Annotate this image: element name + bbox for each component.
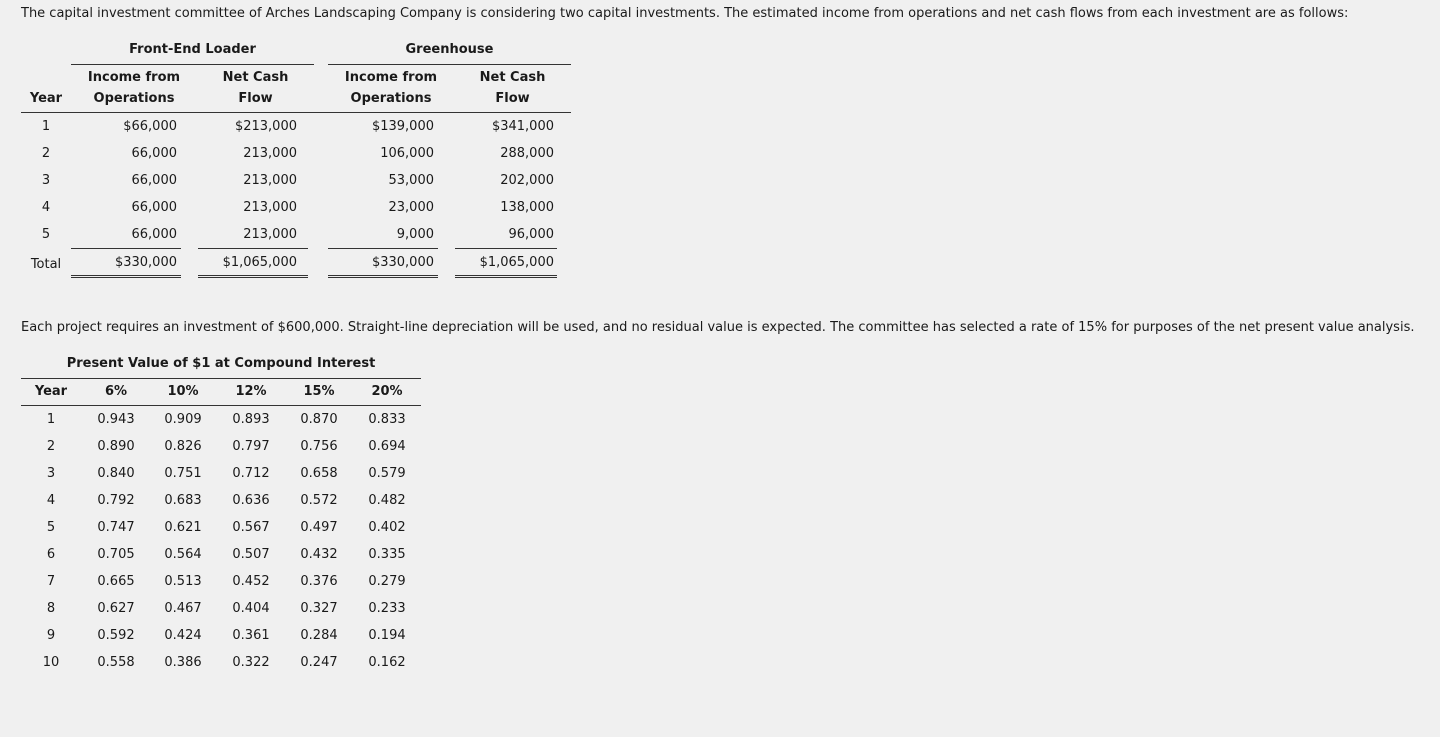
col-header-gh-cash-1: Net Cash xyxy=(479,70,546,85)
col-header-fel-income-2: Operations xyxy=(93,91,175,106)
cash-row-1-gh-cash: $341,000 xyxy=(491,119,554,134)
cash-row-5-year: 5 xyxy=(41,227,51,242)
pv-row-8-col-5: 0.233 xyxy=(368,601,406,616)
total-fel-income: $330,000 xyxy=(114,255,177,270)
pv-header-year: Year xyxy=(34,384,68,399)
pv-row-6-col-5: 0.335 xyxy=(368,547,406,562)
pv-row-8-col-2: 0.467 xyxy=(164,601,202,616)
pv-row-5-col-1: 0.747 xyxy=(97,520,135,535)
pv-row-8-col-3: 0.404 xyxy=(232,601,270,616)
cash-flow-table xyxy=(21,40,573,285)
total-gh-income: $330,000 xyxy=(371,255,434,270)
cash-row-1-gh-income: $139,000 xyxy=(371,119,434,134)
cash-row-2-gh-income: 106,000 xyxy=(380,146,434,161)
pv-table-title: Present Value of $1 at Compound Interest xyxy=(66,356,376,371)
cash-row-4-fel-income: 66,000 xyxy=(131,200,177,215)
pv-row-2-col-3: 0.797 xyxy=(232,439,270,454)
pv-row-4-col-3: 0.636 xyxy=(232,493,270,508)
pv-row-2-col-1: 0.890 xyxy=(97,439,135,454)
subtotal-rule-fel-income xyxy=(71,248,181,249)
pv-header-rule xyxy=(21,405,421,406)
cash-row-2-year: 2 xyxy=(41,146,51,161)
pv-row-6-col-3: 0.507 xyxy=(232,547,270,562)
cash-row-3-fel-income: 66,000 xyxy=(131,173,177,188)
cash-row-2-gh-cash: 288,000 xyxy=(500,146,554,161)
pv-row-6-col-4: 0.432 xyxy=(300,547,338,562)
cash-row-4-year: 4 xyxy=(41,200,51,215)
pv-row-6-col-2: 0.564 xyxy=(164,547,202,562)
total-double-rule-fel-income xyxy=(71,275,181,278)
col-header-gh-cash-2: Flow xyxy=(495,91,530,106)
pv-row-9-col-1: 0.592 xyxy=(97,628,135,643)
pv-row-2-col-5: 0.694 xyxy=(368,439,406,454)
pv-row-7-col-5: 0.279 xyxy=(368,574,406,589)
pv-header-10pct: 10% xyxy=(167,384,199,399)
cash-row-3-gh-income: 53,000 xyxy=(388,173,434,188)
cash-row-3-gh-cash: 202,000 xyxy=(500,173,554,188)
pv-row-10-col-1: 0.558 xyxy=(97,655,135,670)
cash-row-4-gh-cash: 138,000 xyxy=(500,200,554,215)
pv-row-4-col-5: 0.482 xyxy=(368,493,406,508)
intro-paragraph: The capital investment committee of Arches Landscaping Company is considering two capital investments. The estimated income from operations and net cash flows from each investment are as follows: xyxy=(21,6,1349,21)
investment-paragraph: Each project requires an investment of $600,000. Straight-line depreciation will be used, and no residual value is expected. The committee has selected a rate of 15% for purposes of the net present value analysis. xyxy=(21,320,1415,335)
pv-header-12pct: 12% xyxy=(235,384,267,399)
subtotal-rule-fel-cash xyxy=(198,248,308,249)
pv-row-8-col-4: 0.327 xyxy=(300,601,338,616)
pv-row-3-col-3: 0.712 xyxy=(232,466,270,481)
pv-row-2-col-4: 0.756 xyxy=(300,439,338,454)
pv-title-rule xyxy=(21,378,421,379)
group-underline-fel xyxy=(71,64,314,65)
pv-row-7-col-0: 7 xyxy=(46,574,56,589)
cash-row-1-year: 1 xyxy=(41,119,51,134)
pv-row-10-col-0: 10 xyxy=(42,655,60,670)
total-fel-cash: $1,065,000 xyxy=(222,255,297,270)
pv-row-5-col-0: 5 xyxy=(46,520,56,535)
cash-row-4-gh-income: 23,000 xyxy=(388,200,434,215)
pv-row-2-col-2: 0.826 xyxy=(164,439,202,454)
pv-row-3-col-4: 0.658 xyxy=(300,466,338,481)
pv-row-4-col-1: 0.792 xyxy=(97,493,135,508)
pv-row-1-col-3: 0.893 xyxy=(232,412,270,427)
pv-row-10-col-2: 0.386 xyxy=(164,655,202,670)
pv-row-1-col-5: 0.833 xyxy=(368,412,406,427)
pv-row-3-col-5: 0.579 xyxy=(368,466,406,481)
cash-row-3-year: 3 xyxy=(41,173,51,188)
pv-row-4-col-2: 0.683 xyxy=(164,493,202,508)
pv-row-1-col-1: 0.943 xyxy=(97,412,135,427)
pv-row-5-col-2: 0.621 xyxy=(164,520,202,535)
pv-row-10-col-3: 0.322 xyxy=(232,655,270,670)
total-gh-cash: $1,065,000 xyxy=(479,255,554,270)
cash-row-4-fel-cash: 213,000 xyxy=(243,200,297,215)
pv-row-5-col-3: 0.567 xyxy=(232,520,270,535)
subtotal-rule-gh-cash xyxy=(455,248,557,249)
pv-row-4-col-4: 0.572 xyxy=(300,493,338,508)
cash-row-5-fel-cash: 213,000 xyxy=(243,227,297,242)
total-label: Total xyxy=(30,257,62,272)
cash-row-2-fel-cash: 213,000 xyxy=(243,146,297,161)
header-divider xyxy=(21,112,571,113)
pv-row-5-col-5: 0.402 xyxy=(368,520,406,535)
pv-row-9-col-3: 0.361 xyxy=(232,628,270,643)
pv-row-8-col-1: 0.627 xyxy=(97,601,135,616)
group-underline-gh xyxy=(328,64,571,65)
pv-row-10-col-4: 0.247 xyxy=(300,655,338,670)
cash-row-3-fel-cash: 213,000 xyxy=(243,173,297,188)
col-header-fel-income-1: Income from xyxy=(87,70,181,85)
pv-row-7-col-3: 0.452 xyxy=(232,574,270,589)
pv-row-3-col-0: 3 xyxy=(46,466,56,481)
total-double-rule-gh-cash xyxy=(455,275,557,278)
pv-row-9-col-0: 9 xyxy=(46,628,56,643)
cash-row-2-fel-income: 66,000 xyxy=(131,146,177,161)
pv-header-20pct: 20% xyxy=(371,384,403,399)
pv-row-9-col-4: 0.284 xyxy=(300,628,338,643)
subtotal-rule-gh-income xyxy=(328,248,438,249)
pv-row-9-col-2: 0.424 xyxy=(164,628,202,643)
col-header-fel-cash-2: Flow xyxy=(238,91,273,106)
cash-row-5-fel-income: 66,000 xyxy=(131,227,177,242)
cash-row-1-fel-cash: $213,000 xyxy=(234,119,297,134)
pv-row-6-col-1: 0.705 xyxy=(97,547,135,562)
pv-row-4-col-0: 4 xyxy=(46,493,56,508)
cash-row-5-gh-income: 9,000 xyxy=(396,227,434,242)
col-header-gh-income-1: Income from xyxy=(344,70,438,85)
pv-row-9-col-5: 0.194 xyxy=(368,628,406,643)
pv-row-5-col-4: 0.497 xyxy=(300,520,338,535)
pv-header-15pct: 15% xyxy=(303,384,335,399)
col-header-gh-income-2: Operations xyxy=(350,91,432,106)
pv-row-6-col-0: 6 xyxy=(46,547,56,562)
pv-row-3-col-1: 0.840 xyxy=(97,466,135,481)
pv-row-7-col-4: 0.376 xyxy=(300,574,338,589)
pv-row-10-col-5: 0.162 xyxy=(368,655,406,670)
pv-row-3-col-2: 0.751 xyxy=(164,466,202,481)
pv-header-6pct: 6% xyxy=(104,384,128,399)
pv-row-8-col-0: 8 xyxy=(46,601,56,616)
pv-row-7-col-1: 0.665 xyxy=(97,574,135,589)
cash-row-1-fel-income: $66,000 xyxy=(123,119,177,134)
total-double-rule-fel-cash xyxy=(198,275,308,278)
total-double-rule-gh-income xyxy=(328,275,438,278)
pv-row-1-col-2: 0.909 xyxy=(164,412,202,427)
group-header-front-end-loader: Front-End Loader xyxy=(129,42,256,57)
present-value-table xyxy=(21,354,423,684)
col-header-fel-cash-1: Net Cash xyxy=(222,70,289,85)
pv-row-2-col-0: 2 xyxy=(46,439,56,454)
pv-row-1-col-4: 0.870 xyxy=(300,412,338,427)
group-header-greenhouse: Greenhouse xyxy=(405,42,494,57)
cash-row-5-gh-cash: 96,000 xyxy=(508,227,554,242)
pv-row-1-col-0: 1 xyxy=(46,412,56,427)
col-header-year: Year xyxy=(29,91,63,106)
pv-row-7-col-2: 0.513 xyxy=(164,574,202,589)
